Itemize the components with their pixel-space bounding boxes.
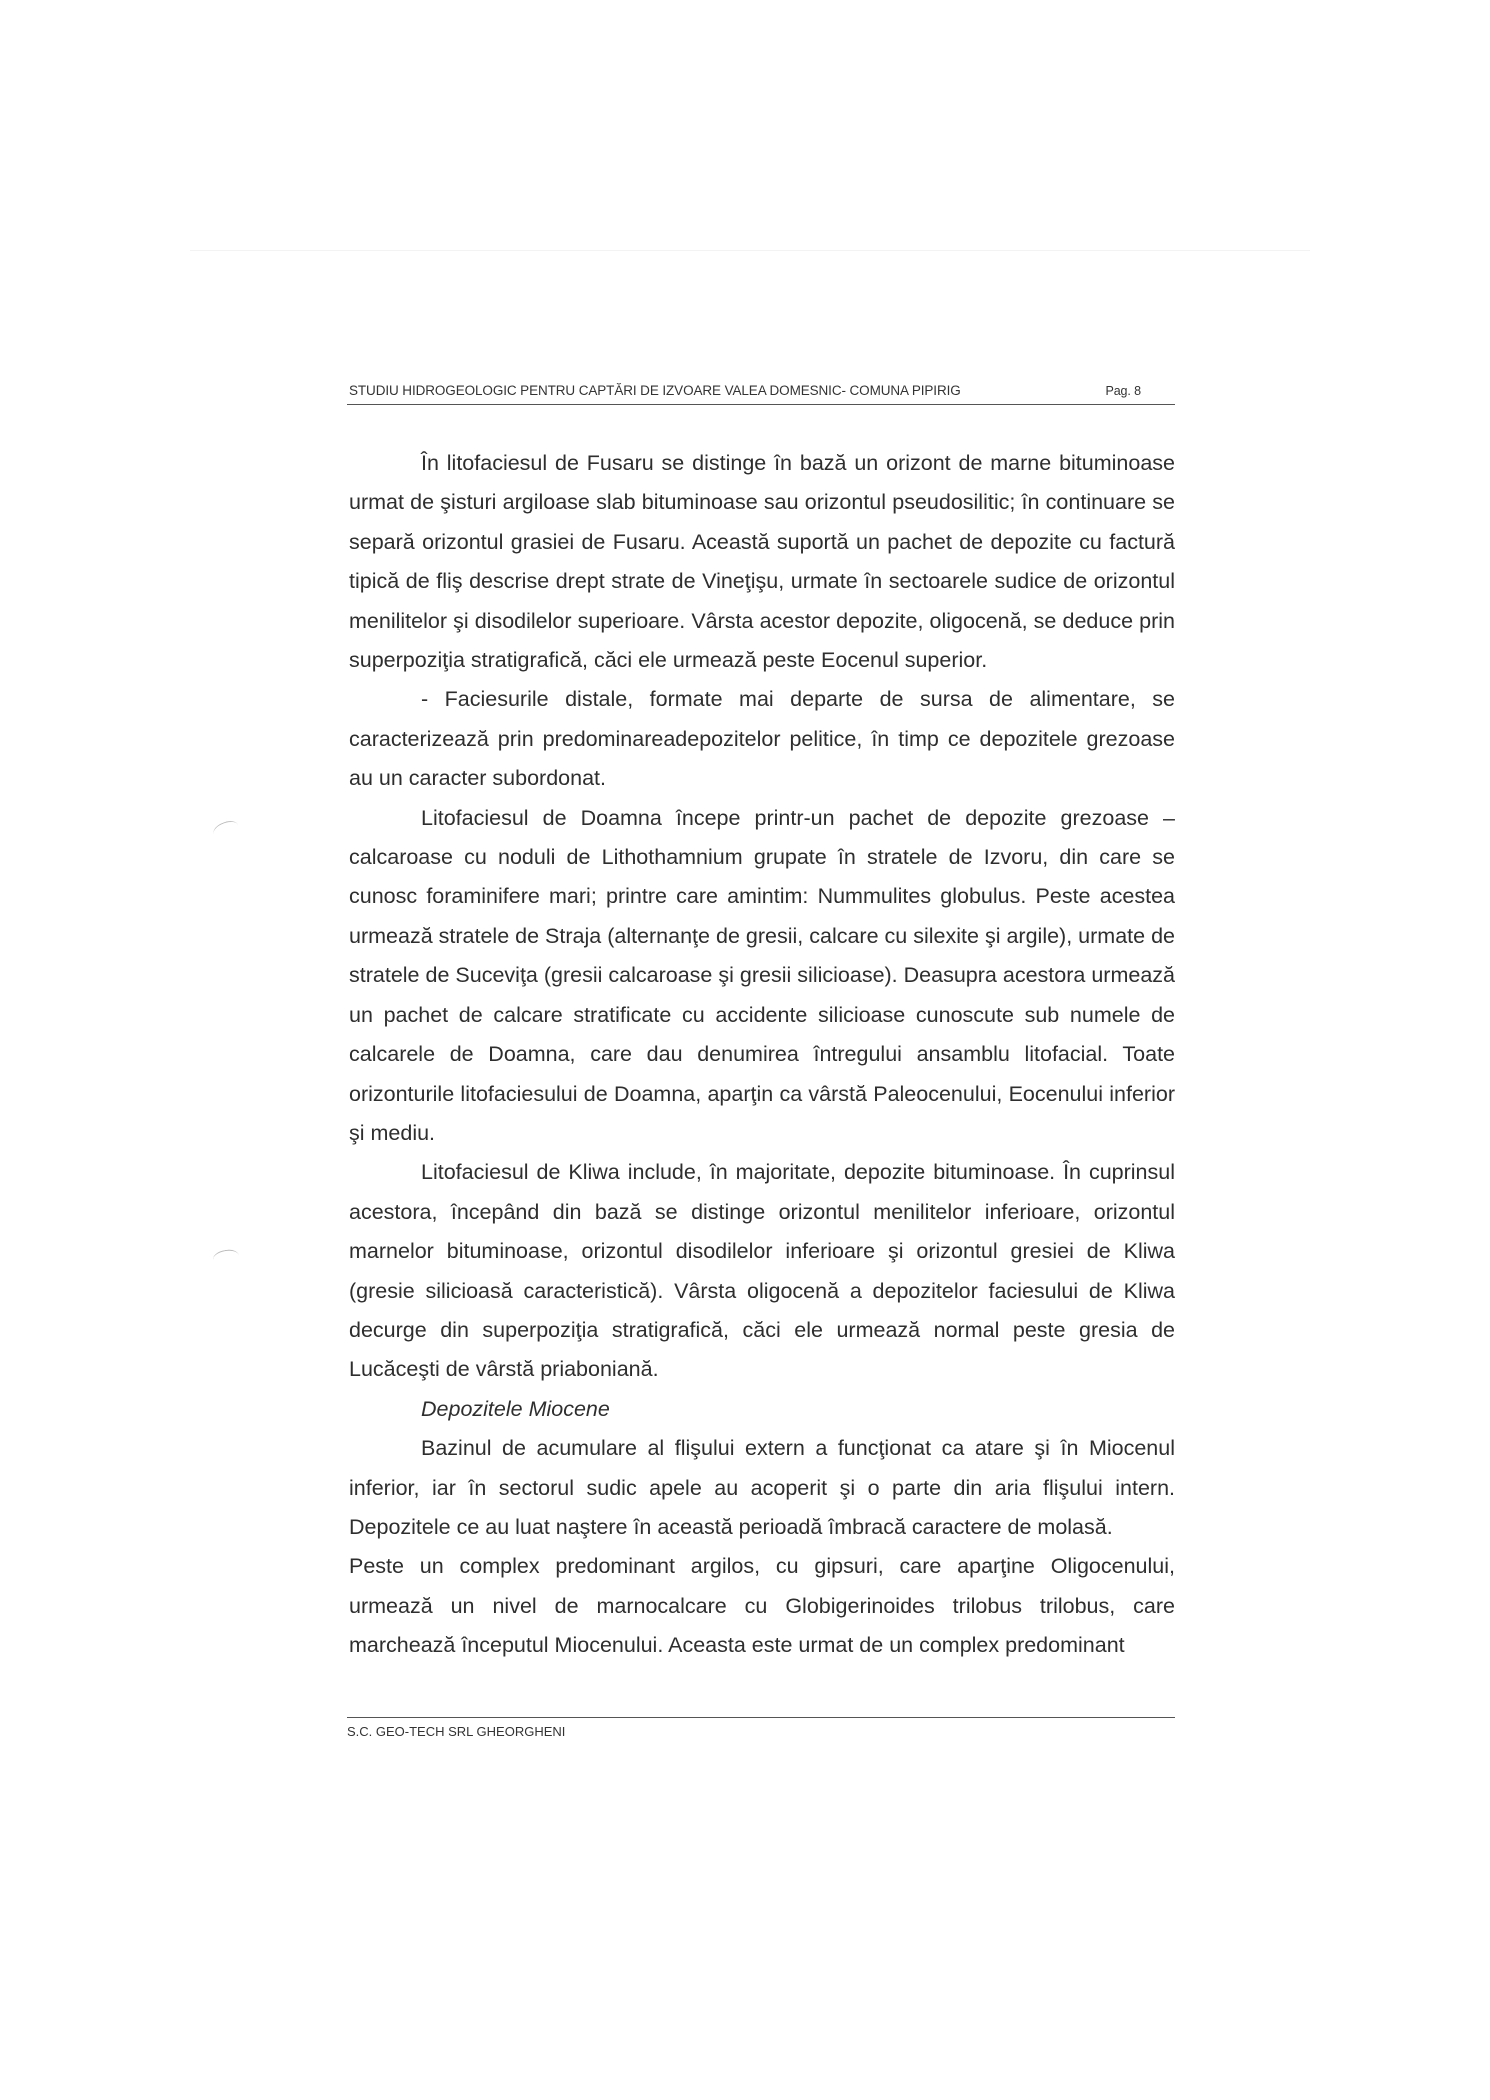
scan-artifact-mark	[211, 818, 241, 841]
paragraph-faciesuri-distale: - Faciesurile distale, formate mai departe de sursa de alimentare, se caracterizează prin predominareadepozitelor pelitice, în timp ce depozitele grezoase au un caracter subordonat.	[349, 687, 1175, 791]
section-heading-depozitele-miocene: Depozitele Miocene	[421, 1396, 610, 1421]
header-title: STUDIU HIDROGEOLOGIC PENTRU CAPTĂRI DE IZVOARE VALEA DOMESNIC- COMUNA PIPIRIG	[349, 383, 961, 398]
page-footer	[347, 1717, 1175, 1740]
footer-company: S.C. GEO-TECH SRL GHEORGHENI	[347, 1724, 566, 1739]
paragraph-peste-complex: Peste un complex predominant argilos, cu gipsuri, care aparţine Oligocenului, urmează un nivel de marnocalcare cu Globigerinoides trilobus trilobus, care marchează începutul Miocenului. Aceasta este urmat de un complex predominant	[349, 1554, 1175, 1658]
body-text	[349, 444, 1175, 1666]
page-header	[347, 382, 1175, 405]
page-number: Pag. 8	[1105, 384, 1141, 398]
paragraph-kliwa: Litofaciesul de Kliwa include, în majoritate, depozite bituminoase. În cuprinsul acestora, începând din bază se distinge orizontul menilitelor inferioare, orizontul marnelor bituminoase, orizontul disodilelor inferioare şi orizontul gresiei de Kliwa (gresie silicioasă caracteristică). Vârsta oligocenă a depozitelor faciesului de Kliwa decurge din superpoziţia stratigrafică, căci ele urmează normal peste gresia de Lucăceşti de vârstă priaboniană.	[349, 1160, 1175, 1382]
paragraph-doamna: Litofaciesul de Doamna începe printr-un pachet de depozite grezoase – calcaroase cu noduli de Lithothamnium grupate în stratele de Izvoru, din care se cunosc foraminifere mari; printre care amintim: Nummulites globulus. Peste acestea urmează stratele de Straja (alternanţe de gresii, calcare cu silexite şi argile), urmate de stratele de Suceviţa (gresii calcaroase şi gresii silicioase). Deasupra acestora urmează un pachet de calcare stratificate cu accidente silicioase cunoscute sub numele de calcarele de Doamna, care dau denumirea întregului ansamblu litofacial. Toate orizonturile litofaciesului de Doamna, aparţin ca vârstă Paleocenului, Eocenului inferior şi mediu.	[349, 805, 1175, 1145]
paragraph-bazinul: Bazinul de acumulare al flişului extern a funcţionat ca atare şi în Miocenul inferior, iar în sectorul sudic apele au acoperit şi o parte din aria flişului intern. Depozitele ce au luat naştere în această perioadă îmbracă caractere de molasă.	[349, 1436, 1175, 1539]
scan-border-line	[190, 250, 1310, 251]
scan-artifact-mark	[212, 1248, 240, 1267]
paragraph-fusaru: În litofaciesul de Fusaru se distinge în bază un orizont de marne bituminoase urmat de şisturi argiloase slab bituminoase sau orizontul pseudosilitic; în continuare se separă orizontul grasiei de Fusaru. Această suportă un pachet de depozite cu factură tipică de fliş descrise drept strate de Vineţişu, urmate în sectoarele sudice de orizontul menilitelor şi disodilelor superioare. Vârsta acestor depozite, oligocenă, se deduce prin superpoziţia stratigrafică, căci ele urmează peste Eocenul superior.	[349, 451, 1175, 673]
